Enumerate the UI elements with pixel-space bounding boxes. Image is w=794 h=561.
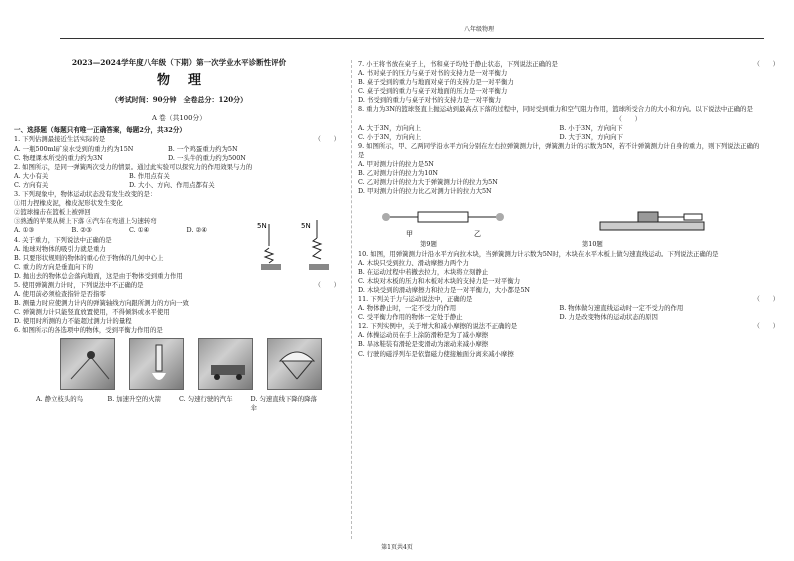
question-stem: 6. 如图所示的各选项中的物体，受到平衡力作用的是 bbox=[14, 326, 163, 335]
answer-paren: （ ） bbox=[753, 294, 779, 303]
option-d: D. 木块受到的滑动摩擦力和拉力是一对平衡力，大小都是5N bbox=[358, 285, 530, 294]
bird-photo bbox=[60, 338, 115, 390]
option-a: A. 体操运动员在手上涂防滑粉是为了减小摩擦 bbox=[358, 331, 489, 340]
question-stem: 7. 小王将书放在桌子上，书和桌子均处于静止状态，下列说法正确的是 bbox=[358, 60, 558, 68]
statement-1: ①用力捏橡皮泥，橡皮泥形状发生变化 bbox=[14, 199, 123, 208]
parachute-photo bbox=[267, 338, 322, 390]
option-c: C. ①④ bbox=[129, 226, 150, 235]
option-c: C. 乙对测力计的拉力大于弹簧测力计的拉力为5N bbox=[358, 178, 498, 187]
option-c: C. 匀速行驶的汽车 bbox=[179, 394, 233, 403]
option-b: B. 作用点有关 bbox=[129, 171, 170, 180]
option-a: A. 地球对物体的吸引力就是重力 bbox=[14, 244, 106, 253]
answer-paren: （ ） bbox=[753, 60, 779, 68]
figure-captions bbox=[358, 240, 783, 249]
caption-9: 第9题 bbox=[420, 240, 437, 249]
answer-paren: （ ） bbox=[314, 280, 340, 289]
option-d: D. 使用时所测的力不能超过测力计的量程 bbox=[14, 317, 132, 326]
statement-2: ②篮球撞击在篮板上被弹回 bbox=[14, 208, 91, 217]
option-d: D. 力是改变物体的运动状态的原因 bbox=[559, 313, 658, 322]
question-7 bbox=[358, 60, 783, 105]
answer-paren: （ ） bbox=[615, 114, 641, 123]
question-10 bbox=[358, 250, 783, 295]
section-heading: 一、选择题（每题只有唯一正确答案，每题2分，共32分） bbox=[14, 126, 187, 135]
option-c: C. 木块对木板的压力和木板对木块的支持力是一对平衡力 bbox=[358, 276, 521, 285]
question-11 bbox=[358, 295, 783, 322]
volume-heading: A 卷（共100分） bbox=[151, 114, 207, 123]
question-6 bbox=[14, 326, 344, 412]
exam-info: （考试时间：90分钟 全卷总分：120分） bbox=[110, 95, 248, 105]
option-b: B. 加速升空的火箭 bbox=[107, 394, 161, 403]
exam-title: 2023—2024学年度八年级（下期）第一次学业水平诊断性评价 bbox=[71, 58, 287, 67]
question-stem: 9. 如图所示，甲、乙两同学沿水平方向分别在左右拉弹簧测力计，弹簧测力计的示数为5N，若不计弹簧测力计自身的重力，则下列说法正确的是 bbox=[358, 141, 760, 159]
option-a: A. 物体静止时，一定不受力的作用 bbox=[358, 304, 457, 313]
right-column bbox=[358, 60, 783, 359]
answer-paren: （ ） bbox=[314, 135, 340, 144]
question-stem: 12. 下列实例中，关于增大和减小摩擦的说法不正确的是 bbox=[358, 322, 518, 331]
question-stem: 10. 如图，用弹簧测力计沿水平方向拉木块，当弹簧测力计示数为5N时，木块在水平木板上做匀速直线运动。下列说法正确的是 bbox=[358, 249, 719, 258]
question-2 bbox=[14, 163, 344, 190]
photo-row bbox=[60, 338, 322, 390]
option-b: B. 桌子受到的重力与地面对桌子的支持力是一对平衡力 bbox=[358, 78, 514, 87]
option-d: D. 书受到的重力与桌子对书的支持力是一对平衡力 bbox=[358, 96, 502, 105]
label-yi: 乙 bbox=[474, 230, 481, 239]
force-label-b: 5N bbox=[301, 222, 311, 230]
subject-title: 物理 bbox=[156, 73, 219, 89]
question-9 bbox=[358, 142, 783, 197]
option-d: D. 抛出去的物体总会落向地面，这是由于物体受到重力作用 bbox=[14, 271, 183, 280]
option-a: A. 大于3N，方向向上 bbox=[358, 123, 422, 132]
option-b: B. 物体做匀速直线运动时一定不受力的作用 bbox=[559, 304, 684, 313]
option-a: A. 使用前必须检查指针是否指零 bbox=[14, 290, 106, 299]
label-jia: 甲 bbox=[406, 230, 413, 239]
option-a: A. 大小有关 bbox=[14, 171, 49, 180]
figure-row bbox=[358, 200, 783, 240]
option-c: C. 小于3N，方向向上 bbox=[358, 132, 422, 141]
scale-figure bbox=[378, 200, 508, 240]
option-c: C. 行驶的磁浮列车是依靠磁力使接触面分离来减小摩擦 bbox=[358, 349, 514, 358]
question-stem: 8. 重力为3N的篮球竖直上抛运动到最高点下落的过程中，同时受到重力和空气阻力作用，篮球所受合力的大小和方向。以下说法中正确的是 bbox=[358, 105, 753, 114]
option-d: D. 大于3N，方向向下 bbox=[559, 132, 623, 141]
question-12 bbox=[358, 322, 783, 358]
option-b: B. ②③ bbox=[71, 226, 92, 235]
option-c: C. 弹簧测力计只能竖直放置使用，不得倾斜或水平使用 bbox=[14, 308, 170, 317]
question-stem: 5. 使用弹簧测力计时，下列说法中不正确的是 bbox=[14, 280, 144, 289]
option-b: B. 测量力时应使测力计内的弹簧轴线方向跟所测力的方向一致 bbox=[14, 299, 189, 308]
question-8 bbox=[358, 105, 783, 141]
option-a: A. 静立枝头的鸟 bbox=[36, 394, 84, 403]
question-5 bbox=[14, 281, 344, 326]
option-b: B. 小于3N，方向向下 bbox=[559, 123, 623, 132]
option-d: D. 一头牛的重力约为500N bbox=[168, 153, 246, 162]
rocket-photo bbox=[129, 338, 184, 390]
caption-10: 第10题 bbox=[581, 240, 603, 249]
force-label-a: 5N bbox=[257, 222, 267, 230]
option-b: B. 在运动过程中若撤去拉力，木块将立刻静止 bbox=[358, 267, 489, 276]
option-a: A. 木块只受到拉力、滑动摩擦力两个力 bbox=[358, 258, 469, 267]
question-stem: 4. 关于重力，下列说法中正确的是 bbox=[14, 235, 112, 244]
option-a: A. ①③ bbox=[14, 226, 35, 235]
option-a: A. 书对桌子的压力与桌子对书的支持力是一对平衡力 bbox=[358, 69, 508, 78]
option-c: C. 桌子受到的重力与桌子对地面的压力是一对平衡力 bbox=[358, 87, 508, 96]
option-d: D. 大小、方向、作用点都有关 bbox=[129, 180, 215, 189]
option-c: C. 方向有关 bbox=[14, 180, 49, 189]
column-divider bbox=[351, 60, 352, 539]
option-b: B. 只要形状规则的物体的重心位于物体的几何中心上 bbox=[14, 253, 164, 262]
question-stem: 1. 下列估测最接近生活实际的是 bbox=[14, 135, 106, 144]
option-b: B. 一个鸡蛋重力约为5N bbox=[168, 144, 238, 153]
car-photo bbox=[198, 338, 253, 390]
option-b: B. 旱冰鞋装有滑轮是变滑动为滚动来减小摩擦 bbox=[358, 340, 489, 349]
header-tag: 八年级物理 bbox=[463, 26, 494, 33]
option-a: A. 甲对测力计的拉力是5N bbox=[358, 160, 434, 169]
option-d: D. ②④ bbox=[186, 226, 207, 235]
option-c: C. 物理课本所受的重力约为3N bbox=[14, 153, 103, 162]
question-stem: 3. 下列现象中，物体运动状态没有发生改变的是： bbox=[14, 190, 157, 199]
spring-figure bbox=[255, 216, 335, 276]
header-rule bbox=[60, 38, 764, 39]
page-footer: 第1页共4页 bbox=[381, 544, 413, 551]
statement-3: ③熟透的苹果从树上下落 ④汽车在弯道上匀速转弯 bbox=[14, 217, 157, 226]
option-d: D. 匀速直线下降的降落伞 bbox=[250, 394, 317, 412]
option-c: C. 受平衡力作用的物体一定处于静止 bbox=[358, 313, 463, 322]
option-c: C. 重力的方向是垂直向下的 bbox=[14, 262, 94, 271]
option-b: B. 乙对测力计的拉力为10N bbox=[358, 169, 438, 178]
question-1 bbox=[14, 135, 344, 162]
option-a: A. 一瓶500ml矿泉水受到的重力约为15N bbox=[14, 144, 134, 153]
block-figure bbox=[598, 200, 708, 240]
option-d: D. 甲对测力计的拉力比乙对测力计的拉力大5N bbox=[358, 187, 492, 196]
answer-paren: （ ） bbox=[753, 322, 779, 331]
question-stem: 11. 下列关于力与运动说法中，正确的是 bbox=[358, 294, 473, 303]
question-stem: 2. 如图所示，是同一弹簧两次受力的情景。通过此实验可以探究力的作用效果与力的 bbox=[14, 162, 253, 171]
